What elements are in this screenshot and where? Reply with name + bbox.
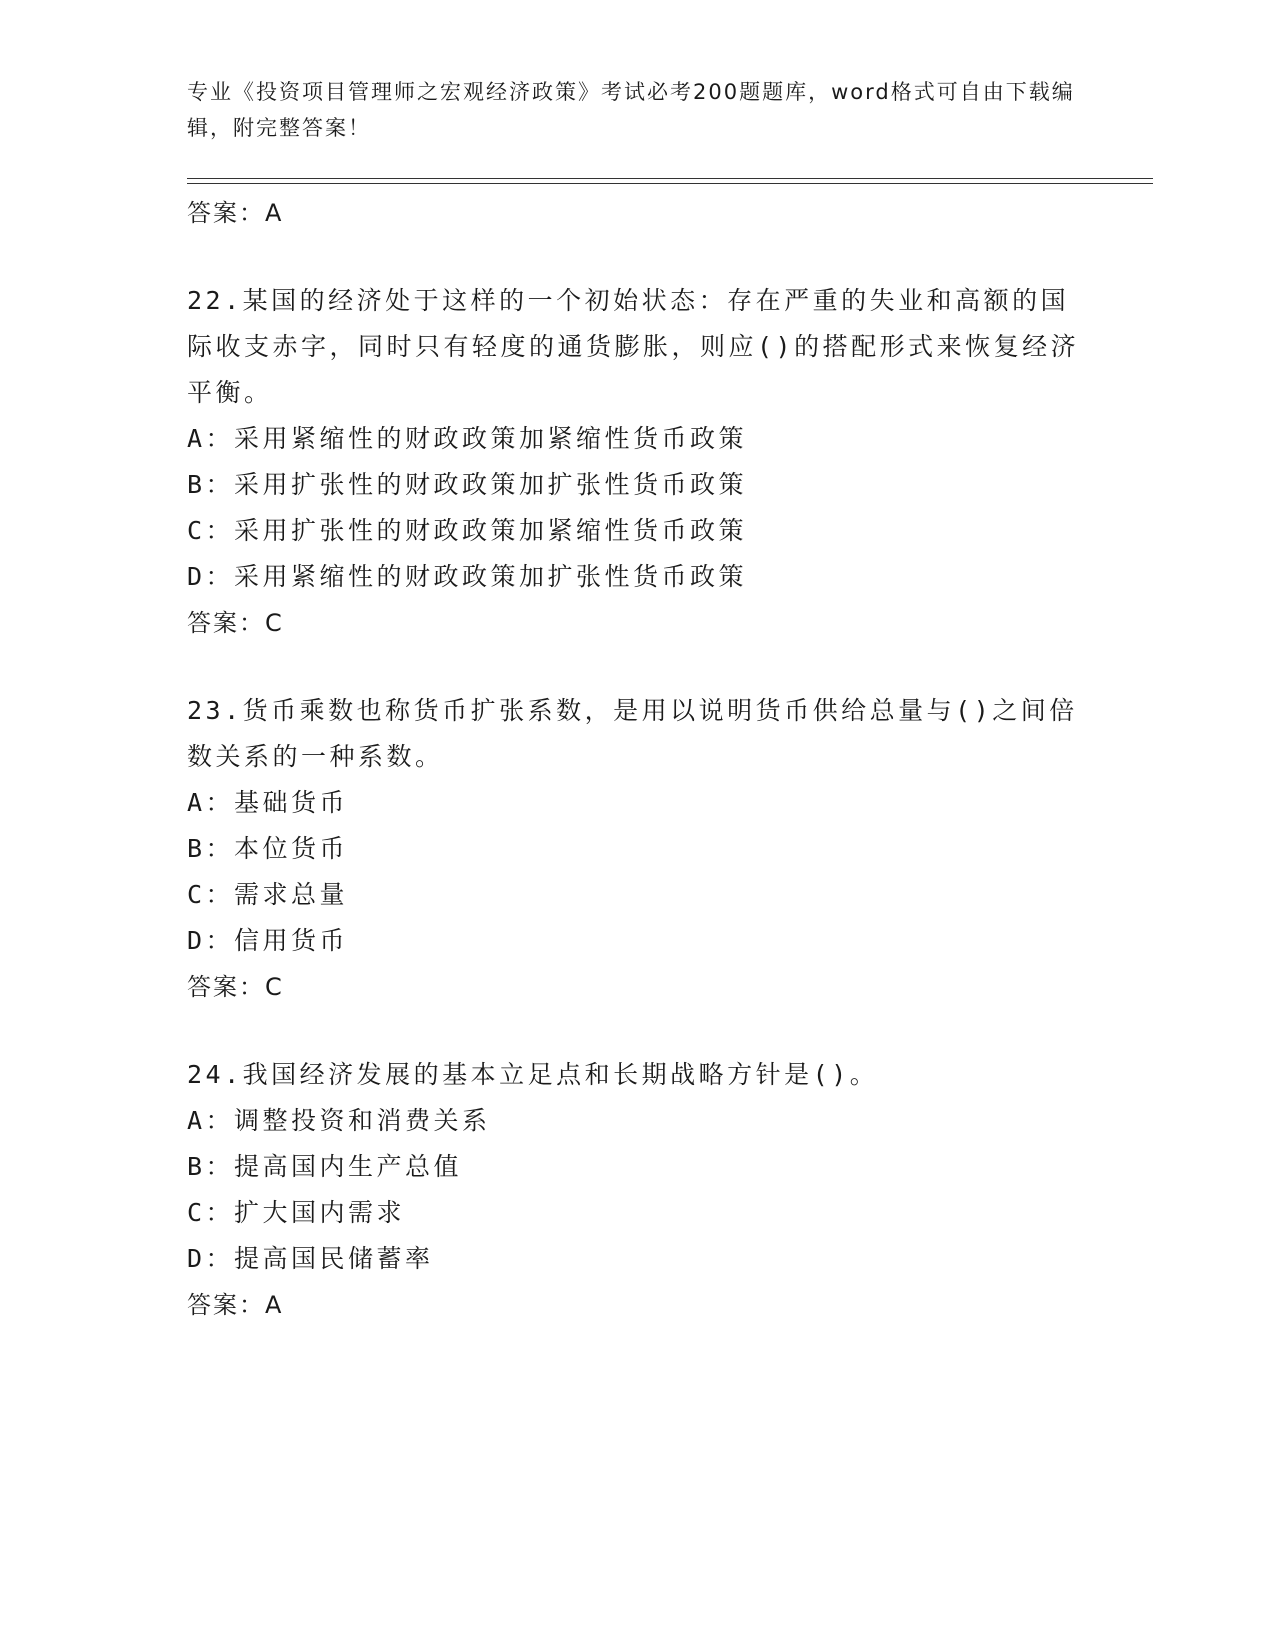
option-a: A：基础货币 — [187, 788, 349, 817]
question-list — [187, 190, 1087, 1328]
option-b: B：采用扩张性的财政政策加扩张性货币政策 — [187, 470, 748, 499]
option-d: D：提高国民储蓄率 — [187, 1244, 434, 1273]
answer-line: 答案：C — [187, 609, 284, 637]
option-d: D：信用货币 — [187, 926, 349, 955]
option-c: C：扩大国内需求 — [187, 1198, 406, 1227]
question-text: 23.货币乘数也称货币扩张系数，是用以说明货币供给总量与()之间倍数关系的一种系数。 — [187, 696, 1078, 771]
option-d: D：采用紧缩性的财政政策加扩张性货币政策 — [187, 562, 748, 591]
question-23 — [187, 688, 1087, 1010]
header-divider — [187, 178, 1153, 184]
option-b: B：提高国内生产总值 — [187, 1152, 463, 1181]
answer-line: 答案：A — [187, 199, 284, 227]
question-text: 24.我国经济发展的基本立足点和长期战略方针是()。 — [187, 1060, 879, 1089]
answer-line: 答案：C — [187, 973, 284, 1001]
option-a: A：调整投资和消费关系 — [187, 1106, 491, 1135]
question-22 — [187, 278, 1087, 646]
option-c: C：需求总量 — [187, 880, 349, 909]
question-text: 22.某国的经济处于这样的一个初始状态：存在严重的失业和高额的国际收支赤字，同时只有轻度的通货膨胀，则应()的搭配形式来恢复经济平衡。 — [187, 286, 1080, 407]
question-24 — [187, 1052, 1087, 1328]
document-header: 专业《投资项目管理师之宏观经济政策》考试必考200题题库，word格式可自由下载编辑，附完整答案！ — [187, 80, 1075, 140]
answer-line: 答案：A — [187, 1291, 284, 1319]
option-c: C：采用扩张性的财政政策加紧缩性货币政策 — [187, 516, 748, 545]
option-a: A：采用紧缩性的财政政策加紧缩性货币政策 — [187, 424, 748, 453]
option-b: B：本位货币 — [187, 834, 349, 863]
